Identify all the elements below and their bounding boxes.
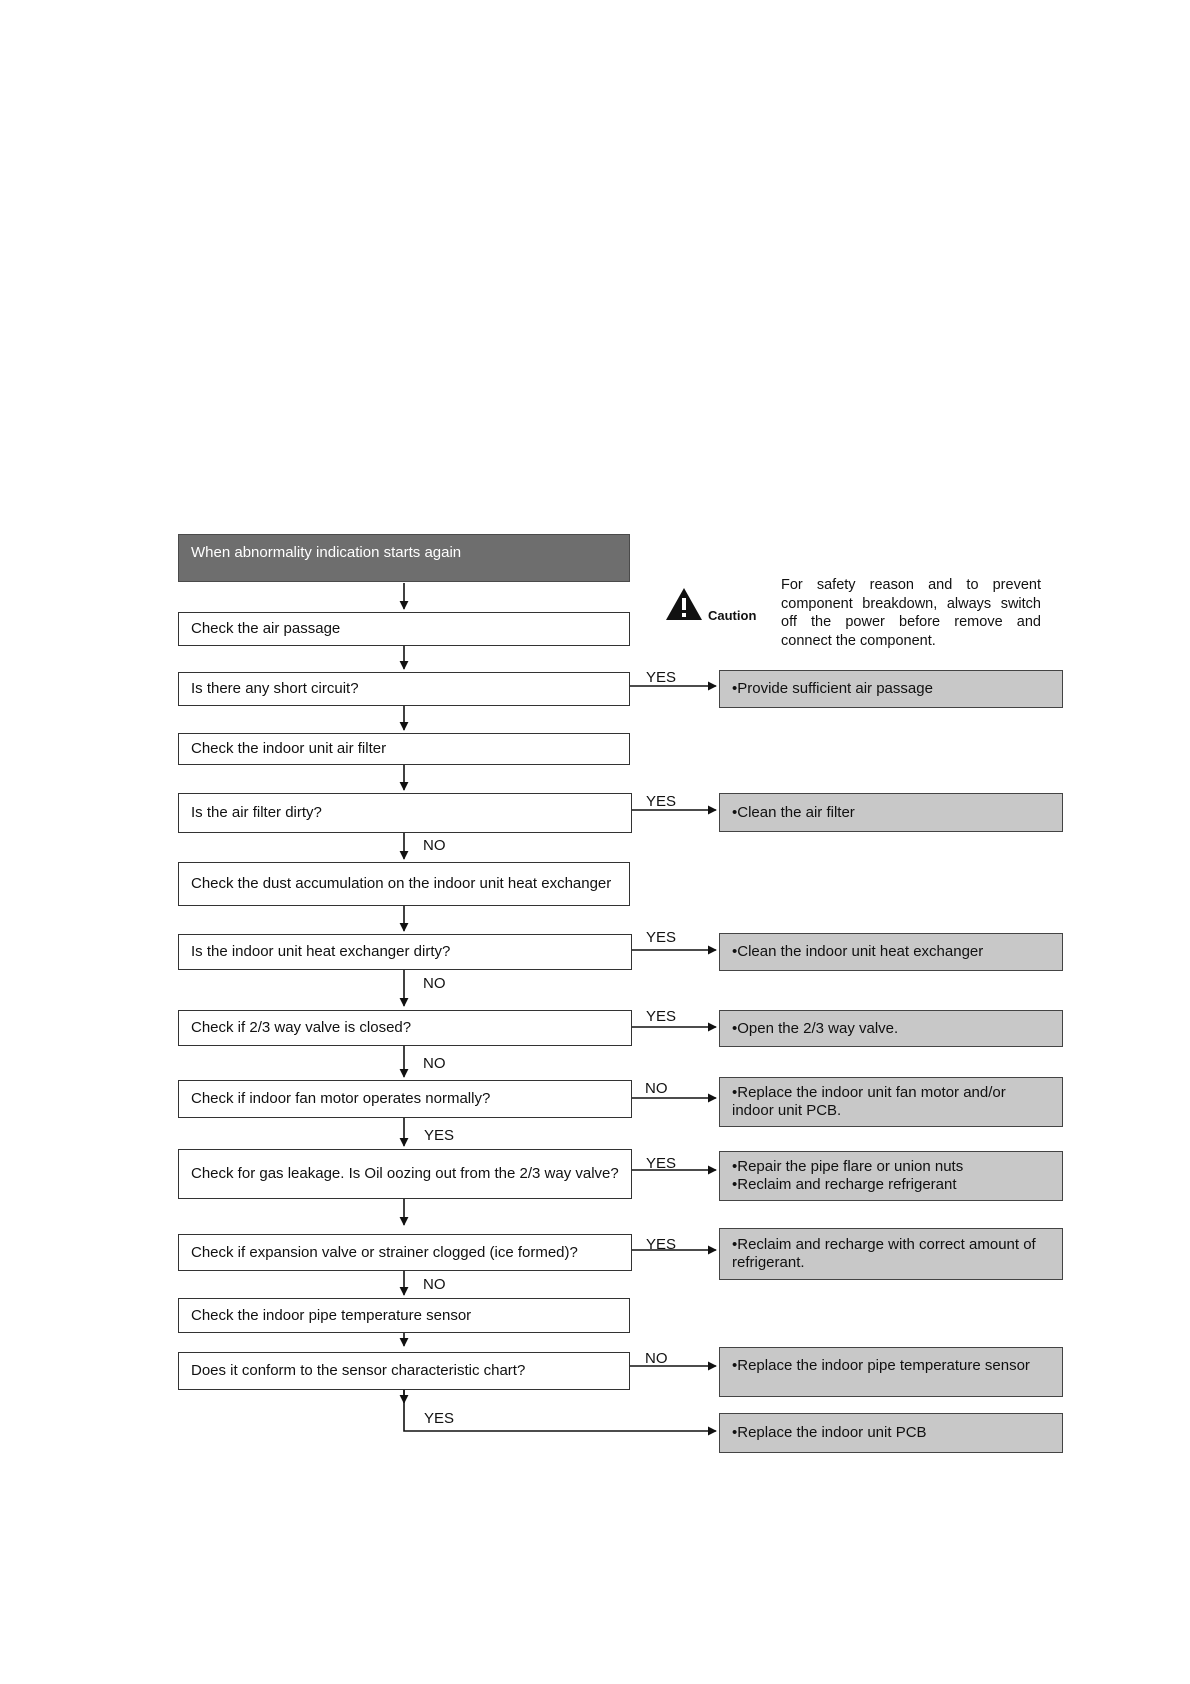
- step-sensor-chart: Does it conform to the sensor characteristic chart?: [178, 1352, 630, 1390]
- result-open-valve: •Open the 2/3 way valve.: [719, 1010, 1063, 1047]
- result-replace-pcb: •Replace the indoor unit PCB: [719, 1413, 1063, 1453]
- step-expansion-valve: Check if expansion valve or strainer clogged (ice formed)?: [178, 1234, 632, 1271]
- label-no: NO: [423, 975, 446, 992]
- label-no: NO: [423, 837, 446, 854]
- step-check-air-passage: Check the air passage: [178, 612, 630, 646]
- label-yes: YES: [646, 1236, 677, 1253]
- label-no: NO: [645, 1350, 668, 1367]
- result-replace-fan-motor: •Replace the indoor unit fan motor and/or indoor unit PCB.: [719, 1077, 1063, 1127]
- step-air-filter-dirty: Is the air filter dirty?: [178, 793, 632, 833]
- caution-label: Caution: [708, 608, 757, 623]
- label-no: NO: [645, 1080, 668, 1097]
- step-fan-motor: Check if indoor fan motor operates normally?: [178, 1080, 632, 1118]
- step-check-air-filter: Check the indoor unit air filter: [178, 733, 630, 765]
- result-reclaim-recharge: •Reclaim and recharge with correct amount of refrigerant.: [719, 1228, 1063, 1280]
- label-yes: YES: [646, 929, 677, 946]
- result-clean-air-filter: •Clean the air filter: [719, 793, 1063, 832]
- label-yes: YES: [646, 669, 677, 686]
- caution-text: For safety reason and to prevent component breakdown, always switch off the power before remove and connect the component.: [781, 577, 1041, 649]
- label-yes: YES: [646, 793, 677, 810]
- result-repair-pipe-flare: •Repair the pipe flare or union nuts •Reclaim and recharge refrigerant: [719, 1151, 1063, 1201]
- result-provide-air-passage: •Provide sufficient air passage: [719, 670, 1063, 708]
- result-clean-heat-exchanger: •Clean the indoor unit heat exchanger: [719, 933, 1063, 971]
- label-yes: YES: [646, 1155, 677, 1172]
- label-yes: YES: [646, 1008, 677, 1025]
- start-box: When abnormality indication starts again: [178, 534, 630, 582]
- label-yes: YES: [424, 1410, 455, 1427]
- warning-icon: [665, 586, 703, 622]
- step-short-circuit: Is there any short circuit?: [178, 672, 630, 706]
- step-heat-exchanger-dirty: Is the indoor unit heat exchanger dirty?: [178, 934, 632, 970]
- label-no: NO: [423, 1055, 446, 1072]
- result-replace-pipe-sensor: •Replace the indoor pipe temperature sensor: [719, 1347, 1063, 1397]
- step-check-pipe-sensor: Check the indoor pipe temperature sensor: [178, 1298, 630, 1333]
- label-no: NO: [423, 1276, 446, 1293]
- step-gas-leakage: Check for gas leakage. Is Oil oozing out from the 2/3 way valve?: [178, 1149, 632, 1199]
- label-yes: YES: [424, 1127, 455, 1144]
- step-valve-closed: Check if 2/3 way valve is closed?: [178, 1010, 632, 1046]
- step-dust-accumulation: Check the dust accumulation on the indoor unit heat exchanger: [178, 862, 630, 906]
